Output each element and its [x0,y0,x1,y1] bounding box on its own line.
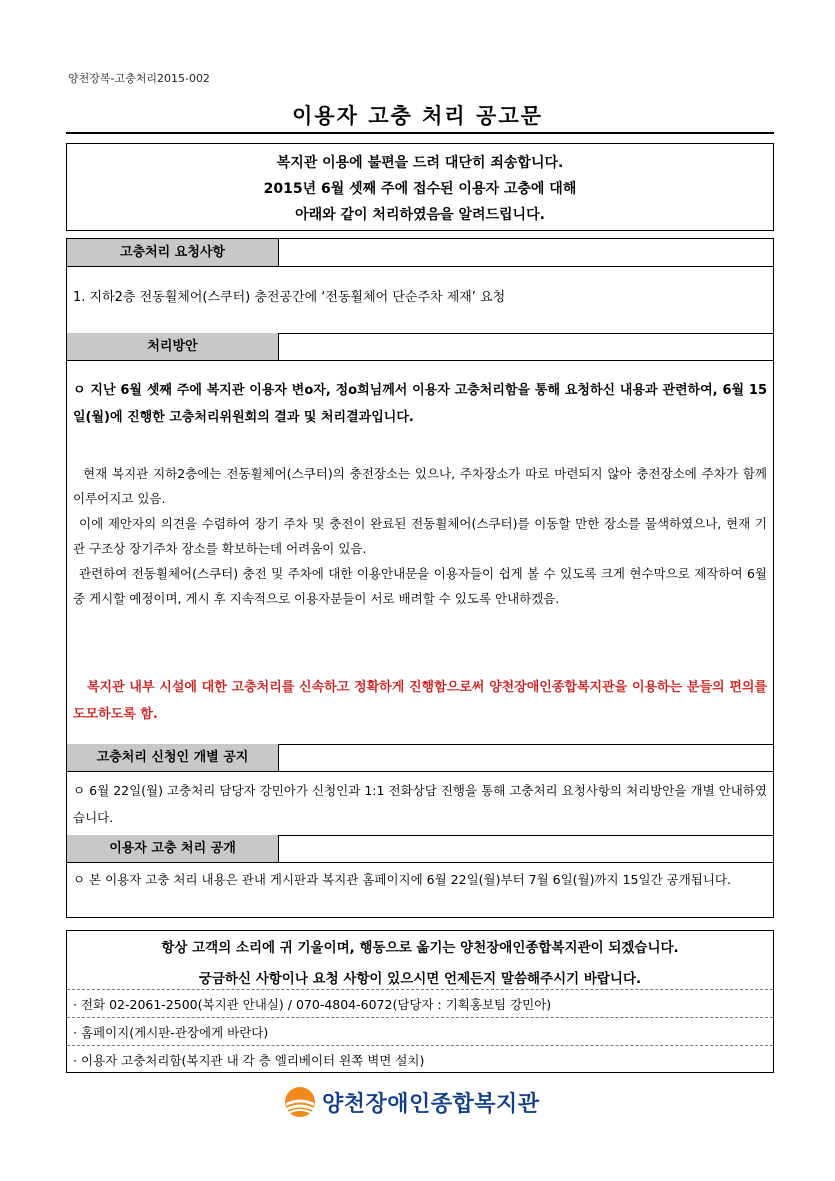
individual-text: ㅇ 6월 22일(월) 고충처리 담당자 강민아가 신청인과 1:1 전화상담 진행을 통해 고충처리 요청사항의 처리방안을 개별 안내하였습니다. [73,783,767,825]
contact-line: 항상 고객의 소리에 귀 기울이며, 행동으로 옮기는 양천장애인종합복지관이 되겠습니다. [161,940,679,956]
page-title: 이용자 고충 처리 공고문 [292,104,543,128]
individual-header-row [67,744,773,772]
resolution-header-row [67,333,773,361]
resolution-header: 처리방안 [67,333,279,360]
resolution-paragraph: 현재 복지관 지하2층에는 전동휠체어(스쿠터)의 충전장소는 있으나, 주차장소가 따로 마련되지 않아 충전장소에 주차가 함께 이루어지고 있음. [73,466,767,506]
resolution-paragraph: 이에 제안자의 의견을 수렴하여 장기 주차 및 충전이 완료된 전동휠체어(스쿠터)를 이동할 만한 장소를 물색하였으나, 현재 기관 구조상 장기주차 장소를 확보하는데 어려움이 있음. [73,516,767,556]
disclosure-header: 이용자 고충 처리 공개 [67,835,279,862]
divider [67,989,773,990]
individual-header: 고충처리 신청인 개별 공지 [67,744,279,771]
disclosure-text: ㅇ 본 이용자 고충 처리 내용은 관내 게시판과 복지관 홈페이지에 6월 22일(월)부터 7월 6일(월)까지 15일간 공개됩니다. [73,872,731,887]
contact-item: · 이용자 고충처리함(복지관 내 각 층 엘리베이터 왼쪽 벽면 설치) [73,1053,425,1068]
resolution-table [66,238,774,918]
resolution-closing: 복지관 내부 시설에 대한 고충처리를 신속하고 정확하게 진행함으로써 양천장애인종합복지관을 이용하는 분들의 편의를 도모하도록 함. [73,680,767,722]
organization-name: 양천장애인종합복지관 [322,1091,540,1117]
contact-item: · 홈페이지(게시판-관장에게 바란다) [73,1025,269,1040]
divider [67,1017,773,1018]
contact-item: · 전화 02-2061-2500(복지관 안내실) / 070-4804-6072(담당자 : 기획홍보팀 강민아) [73,997,552,1012]
request-header-row [67,239,773,267]
resolution-paragraph: 관련하여 전동휠체어(스쿠터) 충전 및 주차에 대한 이용안내문을 이용자들이 쉽게 볼 수 있도록 크게 현수막으로 제작하여 6월 중 게시할 예정이며, 게시 후 지속적으로 이용자분들이 서로 배려할 수 있도록 안내하겠음. [73,566,767,606]
apology-line: 2015년 6월 셋째 주에 접수된 이용자 고충에 대해 [263,181,577,197]
disclosure-header-row [67,835,773,863]
sun-logo-icon [284,1086,316,1118]
request-text: 1. 지하2층 전동휠체어(스쿠터) 충전공간에 ‘전동휠체어 단순주차 제재’ 요청 [73,290,506,305]
contact-box [66,930,774,1073]
title-underline [66,132,774,134]
organization-logo [284,1085,540,1119]
request-header: 고충처리 요청사항 [67,239,279,266]
apology-line: 복지관 이용에 불편을 드려 대단히 죄송합니다. [276,155,564,171]
divider [67,1045,773,1046]
document-number: 양천장복-고충처리2015-002 [68,72,210,85]
contact-line: 궁금하신 사항이나 요청 사항이 있으시면 언제든지 말씀해주시기 바랍니다. [198,971,642,987]
apology-line: 아래와 같이 처리하였음을 알려드립니다. [295,207,545,223]
resolution-intro: ㅇ 지난 6월 셋째 주에 복지관 이용자 변o자, 정o희님께서 이용자 고충처리함을 통해 요청하신 내용과 관련하여, 6월 15일(월)에 진행한 고충처리위원회의 결과 및 처리결과입니다. [73,383,767,425]
apology-box [66,143,774,231]
